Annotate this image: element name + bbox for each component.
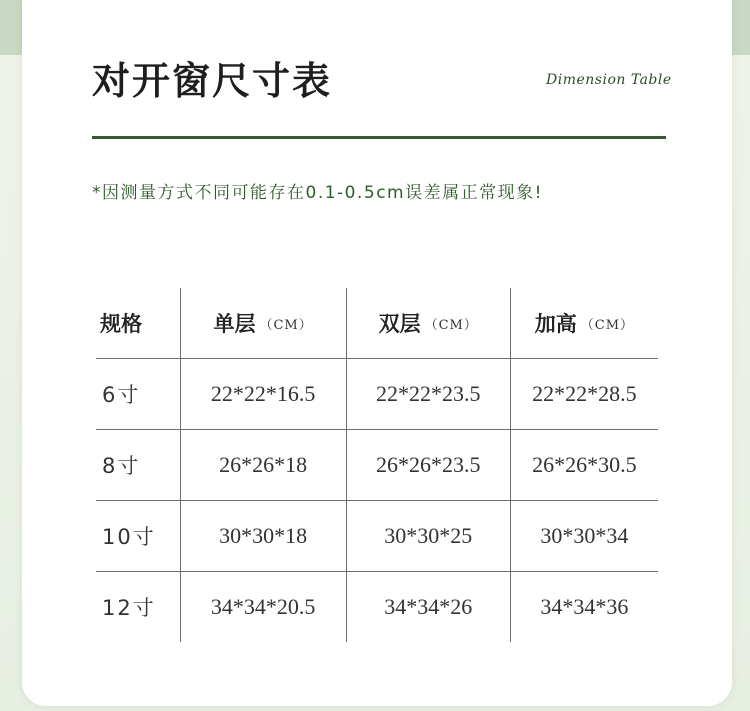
header-single-layer [180,288,346,358]
header-label: 单层 [213,312,256,336]
header-label: 双层 [378,312,421,336]
cell-single: 34*34*20.5 [180,572,346,642]
header-unit: （CM） [424,317,478,333]
cell-heightened: 26*26*30.5 [510,430,658,500]
cell-double: 30*30*25 [346,501,510,571]
table-row [96,500,658,571]
header-heightened [510,288,658,358]
measurement-note: *因测量方式不同可能存在0.1-0.5cm误差属正常现象! [92,183,543,203]
cell-heightened: 30*30*34 [510,501,658,571]
cell-single: 26*26*18 [180,430,346,500]
cell-spec: 6寸 [102,383,141,407]
cell-double: 34*34*26 [346,572,510,642]
header-unit: （CM） [259,317,313,333]
cell-single: 22*22*16.5 [180,359,346,429]
cell-single: 30*30*18 [180,501,346,571]
header-double-layer [346,288,510,358]
cell-double: 26*26*23.5 [346,430,510,500]
cell-spec: 10寸 [102,525,156,549]
dimension-table [96,288,658,642]
page-subtitle-en: Dimension Table [546,72,672,88]
cell-spec: 12寸 [102,596,156,620]
table-header-row [96,288,658,358]
table-row [96,571,658,642]
cell-heightened: 22*22*28.5 [510,359,658,429]
page-title: 对开窗尺寸表 [92,59,333,103]
table-row [96,358,658,429]
cell-spec: 8寸 [102,454,141,478]
cell-double: 22*22*23.5 [346,359,510,429]
header-label: 规格 [100,312,142,336]
title-divider [92,136,666,139]
cell-heightened: 34*34*36 [510,572,658,642]
header-unit: （CM） [580,317,635,333]
table-row [96,429,658,500]
header-spec [96,288,180,358]
header-label: 加高 [534,312,577,336]
